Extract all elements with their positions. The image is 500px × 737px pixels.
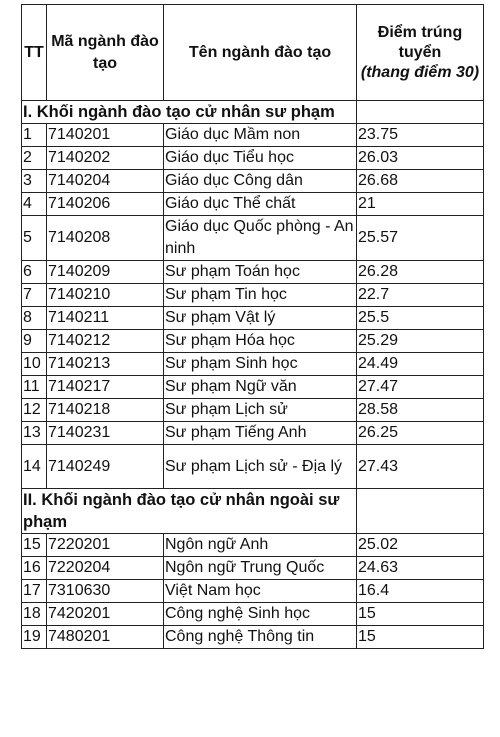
table-row	[22, 193, 484, 216]
cell-score: 28.58	[357, 399, 484, 422]
cell-score: 15	[357, 603, 484, 626]
cell-name: Ngôn ngữ Trung Quốc	[164, 557, 357, 580]
cell-name: Giáo dục Tiểu học	[164, 147, 357, 170]
cell-tt: 10	[22, 353, 47, 376]
table-row	[22, 580, 484, 603]
cell-code: 7220201	[47, 534, 164, 557]
section-header-row	[22, 489, 484, 534]
table-row	[22, 353, 484, 376]
cell-name: Sư phạm Ngữ văn	[164, 376, 357, 399]
section-empty-cell	[357, 489, 484, 534]
cell-tt: 12	[22, 399, 47, 422]
cell-tt: 15	[22, 534, 47, 557]
header-code: Mã ngành đào tạo	[47, 5, 164, 101]
cell-score: 24.63	[357, 557, 484, 580]
cell-score: 27.43	[357, 445, 484, 489]
cell-tt: 3	[22, 170, 47, 193]
table-row	[22, 170, 484, 193]
cell-tt: 5	[22, 216, 47, 261]
cell-tt: 11	[22, 376, 47, 399]
cell-name: Sư phạm Tiếng Anh	[164, 422, 357, 445]
section-header-row	[22, 101, 484, 124]
table-row	[22, 147, 484, 170]
table-row	[22, 399, 484, 422]
cell-tt: 13	[22, 422, 47, 445]
cell-name: Ngôn ngữ Anh	[164, 534, 357, 557]
cell-tt: 1	[22, 124, 47, 147]
cell-code: 7310630	[47, 580, 164, 603]
cell-score: 27.47	[357, 376, 484, 399]
cell-name: Sư phạm Lịch sử - Địa lý	[164, 445, 357, 489]
table-row	[22, 422, 484, 445]
cell-score: 25.5	[357, 307, 484, 330]
cell-tt: 9	[22, 330, 47, 353]
cell-name: Việt Nam học	[164, 580, 357, 603]
cell-tt: 7	[22, 284, 47, 307]
cell-code: 7420201	[47, 603, 164, 626]
cell-name: Giáo dục Quốc phòng - An ninh	[164, 216, 357, 261]
header-row	[22, 5, 484, 101]
cell-name: Công nghệ Thông tin	[164, 626, 357, 649]
header-name: Tên ngành đào tạo	[164, 5, 357, 101]
table-row	[22, 261, 484, 284]
cell-tt: 16	[22, 557, 47, 580]
cell-tt: 14	[22, 445, 47, 489]
cell-score: 15	[357, 626, 484, 649]
cell-score: 26.68	[357, 170, 484, 193]
table-row	[22, 376, 484, 399]
cell-name: Sư phạm Tin học	[164, 284, 357, 307]
cell-tt: 4	[22, 193, 47, 216]
section-title: II. Khối ngành đào tạo cử nhân ngoài sư phạm	[22, 489, 357, 534]
cell-score: 21	[357, 193, 484, 216]
cell-name: Giáo dục Mầm non	[164, 124, 357, 147]
cell-score: 23.75	[357, 124, 484, 147]
table-row	[22, 284, 484, 307]
cell-tt: 6	[22, 261, 47, 284]
header-score	[357, 5, 484, 101]
header-score-note: (thang điểm 30)	[360, 63, 480, 81]
cell-code: 7140204	[47, 170, 164, 193]
cell-code: 7220204	[47, 557, 164, 580]
header-score-label: Điểm trúng tuyển	[377, 23, 463, 61]
cell-code: 7140202	[47, 147, 164, 170]
table-row	[22, 603, 484, 626]
table-row	[22, 626, 484, 649]
cell-name: Công nghệ Sinh học	[164, 603, 357, 626]
cell-name: Sư phạm Sinh học	[164, 353, 357, 376]
cell-code: 7140231	[47, 422, 164, 445]
cell-tt: 17	[22, 580, 47, 603]
cell-code: 7140213	[47, 353, 164, 376]
table-row	[22, 216, 484, 261]
cell-code: 7140217	[47, 376, 164, 399]
cell-code: 7140208	[47, 216, 164, 261]
cell-tt: 19	[22, 626, 47, 649]
cell-score: 26.28	[357, 261, 484, 284]
cell-code: 7140209	[47, 261, 164, 284]
cell-name: Giáo dục Thể chất	[164, 193, 357, 216]
table-row	[22, 445, 484, 489]
cell-name: Sư phạm Hóa học	[164, 330, 357, 353]
cell-name: Sư phạm Toán học	[164, 261, 357, 284]
cell-code: 7140249	[47, 445, 164, 489]
cell-code: 7140212	[47, 330, 164, 353]
table-body	[22, 101, 484, 649]
cell-score: 24.49	[357, 353, 484, 376]
section-empty-cell	[357, 101, 484, 124]
table-row	[22, 557, 484, 580]
cell-code: 7140218	[47, 399, 164, 422]
cell-code: 7140210	[47, 284, 164, 307]
admission-scores-table	[21, 4, 484, 649]
cell-score: 25.02	[357, 534, 484, 557]
cell-name: Giáo dục Công dân	[164, 170, 357, 193]
cell-code: 7480201	[47, 626, 164, 649]
cell-code: 7140206	[47, 193, 164, 216]
cell-score: 22.7	[357, 284, 484, 307]
table-row	[22, 124, 484, 147]
cell-score: 26.03	[357, 147, 484, 170]
cell-tt: 8	[22, 307, 47, 330]
cell-name: Sư phạm Lịch sử	[164, 399, 357, 422]
cell-name: Sư phạm Vật lý	[164, 307, 357, 330]
table-row	[22, 307, 484, 330]
table-row	[22, 534, 484, 557]
cell-score: 16.4	[357, 580, 484, 603]
cell-score: 25.29	[357, 330, 484, 353]
cell-tt: 18	[22, 603, 47, 626]
table-row	[22, 330, 484, 353]
section-title: I. Khối ngành đào tạo cử nhân sư phạm	[22, 101, 357, 124]
cell-score: 25.57	[357, 216, 484, 261]
header-tt: TT	[22, 5, 47, 101]
cell-tt: 2	[22, 147, 47, 170]
cell-score: 26.25	[357, 422, 484, 445]
cell-code: 7140211	[47, 307, 164, 330]
cell-code: 7140201	[47, 124, 164, 147]
